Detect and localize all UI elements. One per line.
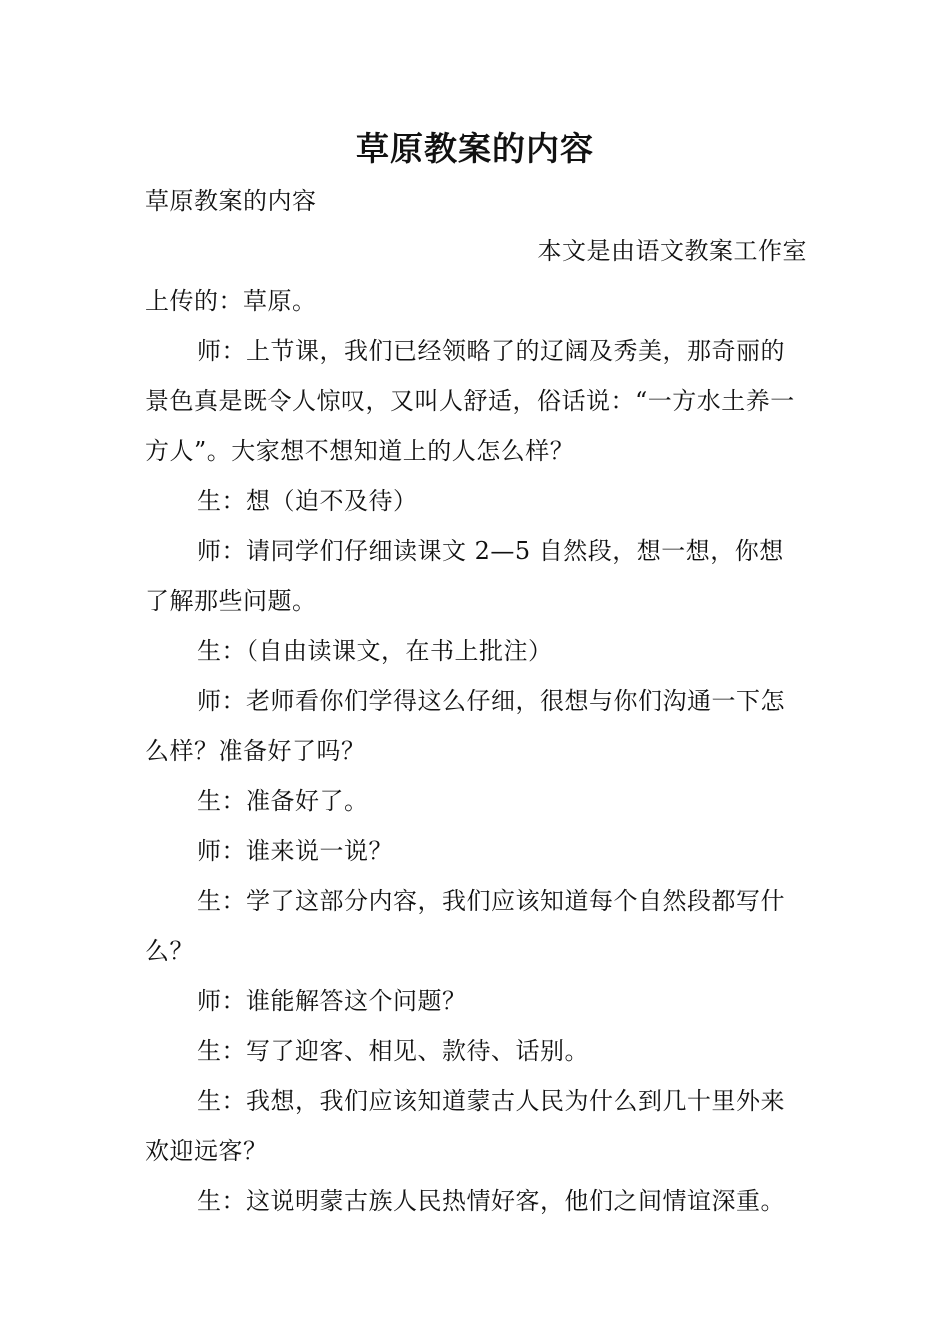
subtitle-line: 草原教案的内容 [145,187,317,215]
dialogue-paragraph: 生：我想，我们应该知道蒙古人民为什么到几十里外来欢迎远客？ [145,1087,785,1165]
dialogue-paragraph: 师：谁能解答这个问题？ [197,987,467,1015]
dialogue-paragraph: 师：老师看你们学得这么仔细，很想与你们沟通一下怎么样？准备好了吗？ [145,687,785,765]
source-line: 本文是由语文教案工作室 [537,237,807,265]
dialogue-paragraph: 生：准备好了。 [197,787,369,815]
dialogue-paragraph: 生：想（迫不及待） [197,487,418,515]
dialogue-paragraph: 生：学了这部分内容，我们应该知道每个自然段都写什么？ [145,887,785,965]
document-title: 草原教案的内容 [356,129,594,168]
source-continued-line: 上传的：草原。 [145,287,317,315]
dialogue-paragraph: 师：上节课，我们已经领略了的辽阔及秀美，那奇丽的景色真是既令人惊叹，又叫人舒适，俗话说：“一方水土养一方人”。大家想不想知道上的人怎么样？ [145,337,795,465]
dialogue-paragraph: 生：写了迎客、相见、款待、话别。 [197,1037,589,1065]
dialogue-paragraph: 师：请同学们仔细读课文 2—5 自然段，想一想，你想了解那些问题。 [145,537,784,615]
dialogue-paragraph: 师：谁来说一说？ [197,837,393,865]
dialogue-paragraph: 生：这说明蒙古族人民热情好客，他们之间情谊深重。 [197,1187,785,1215]
dialogue-paragraph: 生：（自由读课文，在书上批注） [197,637,553,665]
document-body [145,176,807,1226]
